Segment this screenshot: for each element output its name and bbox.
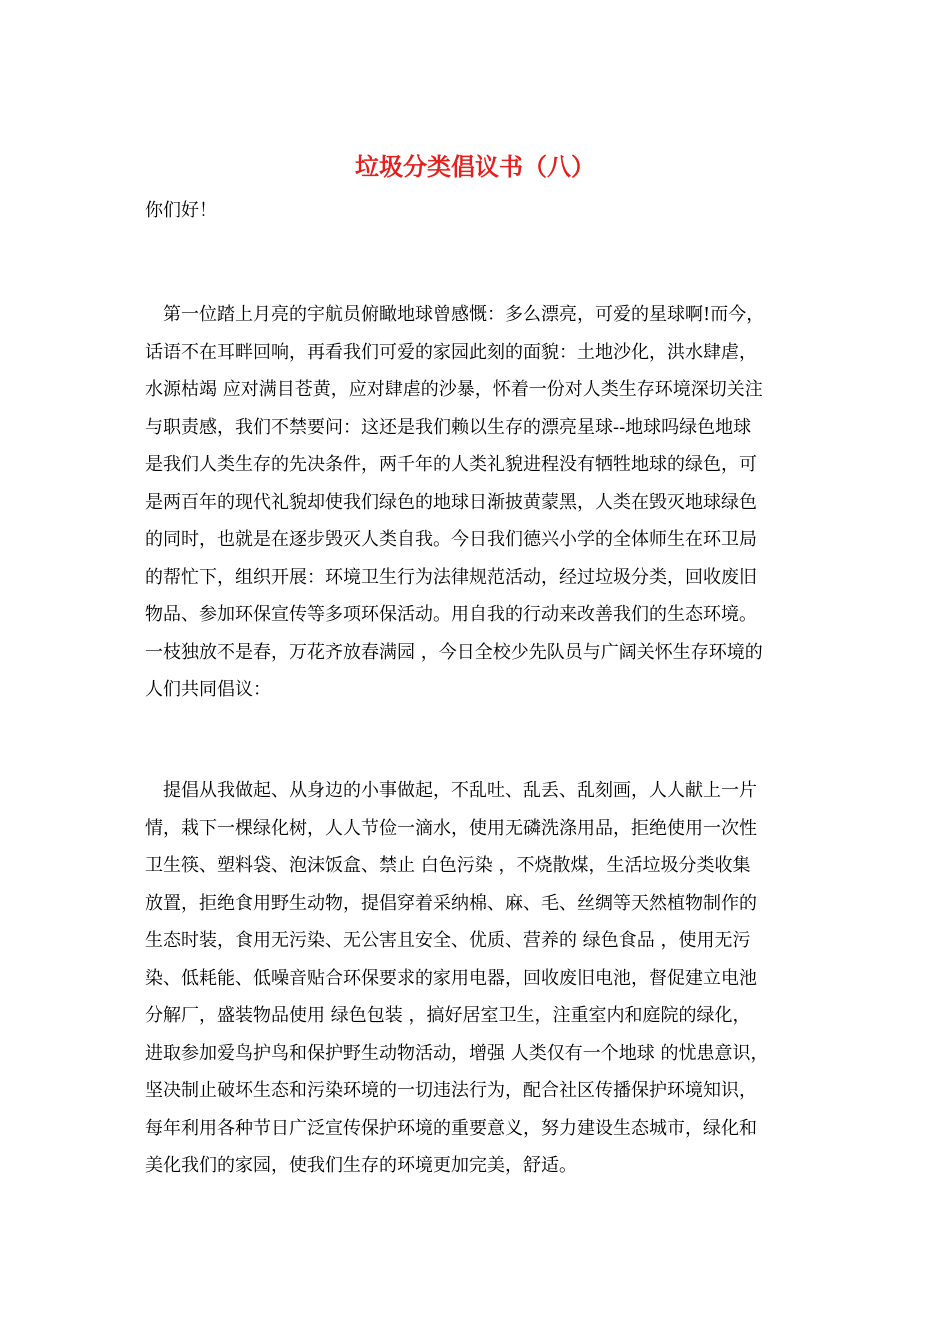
paragraph-intro bbox=[145, 296, 805, 709]
document-title: 垃圾分类倡议书（八） bbox=[355, 152, 595, 181]
paragraph-line: 染、低耗能、低噪音贴合环保要求的家用电器，回收废旧电池，督促建立电池 bbox=[145, 967, 757, 989]
paragraph-line: 与职责感，我们不禁要问：这还是我们赖以生存的漂亮星球--地球吗绿色地球 bbox=[145, 416, 752, 438]
greeting: 你们好！ bbox=[145, 200, 217, 221]
paragraph-line: 分解厂，盛装物品使用 绿色包装 ，搞好居室卫生，注重室内和庭院的绿化， bbox=[145, 1005, 751, 1026]
paragraph-line: 是我们人类生存的先决条件，两千年的人类礼貌进程没有牺牲地球的绿色，可 bbox=[145, 454, 757, 475]
paragraph-line: 水源枯竭 应对满目苍黄，应对肆虐的沙暴，怀着一份对人类生存环境深切关注 bbox=[145, 379, 763, 400]
paragraph-line: 物品、参加环保宣传等多项环保活动。用自我的行动来改善我们的生态环境。 bbox=[145, 604, 757, 625]
paragraph-line: 进取参加爱鸟护鸟和保护野生动物活动，增强 人类仅有一个地球 的忧患意识， bbox=[145, 1042, 769, 1064]
paragraph-line: 美化我们的家园，使我们生存的环境更加完美，舒适。 bbox=[145, 1155, 577, 1176]
paragraph-line: 放置，拒绝食用野生动物，提倡穿着采纳棉、麻、毛、丝绸等天然植物制作的 bbox=[145, 892, 757, 914]
paragraph-line: 提倡从我做起、从身边的小事做起，不乱吐、乱丢、乱刻画，人人献上一片 bbox=[145, 780, 757, 801]
paragraph-line: 是两百年的现代礼貌却使我们绿色的地球日渐披黄蒙黑，人类在毁灭地球绿色 bbox=[145, 491, 757, 513]
paragraph-line: 的帮忙下，组织开展：环境卫生行为法律规范活动，经过垃圾分类，回收废旧 bbox=[145, 566, 757, 588]
paragraph-line: 情，栽下一棵绿化树，人人节俭一滴水，使用无磷洗涤用品，拒绝使用一次性 bbox=[145, 817, 757, 839]
paragraph-line: 人们共同倡议： bbox=[145, 679, 271, 700]
paragraph-line: 卫生筷、塑料袋、泡沫饭盒、禁止 白色污染 ，不烧散煤，生活垃圾分类收集 bbox=[145, 855, 751, 876]
paragraph-proposal bbox=[145, 772, 805, 1185]
paragraph-line: 每年利用各种节日广泛宣传保护环境的重要意义，努力建设生态城市，绿化和 bbox=[145, 1117, 757, 1139]
paragraph-line: 一枝独放不是春，万花齐放春满园 ，今日全校少先队员与广阔关怀生存环境的 bbox=[145, 641, 763, 663]
paragraph-line: 第一位踏上月亮的宇航员俯瞰地球曾感慨：多么漂亮，可爱的星球啊!而今， bbox=[145, 304, 765, 325]
paragraph-line: 话语不在耳畔回响，再看我们可爱的家园此刻的面貌：土地沙化，洪水肆虐， bbox=[145, 341, 757, 363]
paragraph-line: 生态时装，食用无污染、无公害且安全、优质、营养的 绿色食品 ，使用无污 bbox=[145, 930, 751, 951]
paragraph-line: 的同时，也就是在逐步毁灭人类自我。今日我们德兴小学的全体师生在环卫局 bbox=[145, 529, 757, 550]
paragraph-line: 坚决制止破坏生态和污染环境的一切违法行为，配合社区传播保护环境知识， bbox=[145, 1080, 757, 1101]
